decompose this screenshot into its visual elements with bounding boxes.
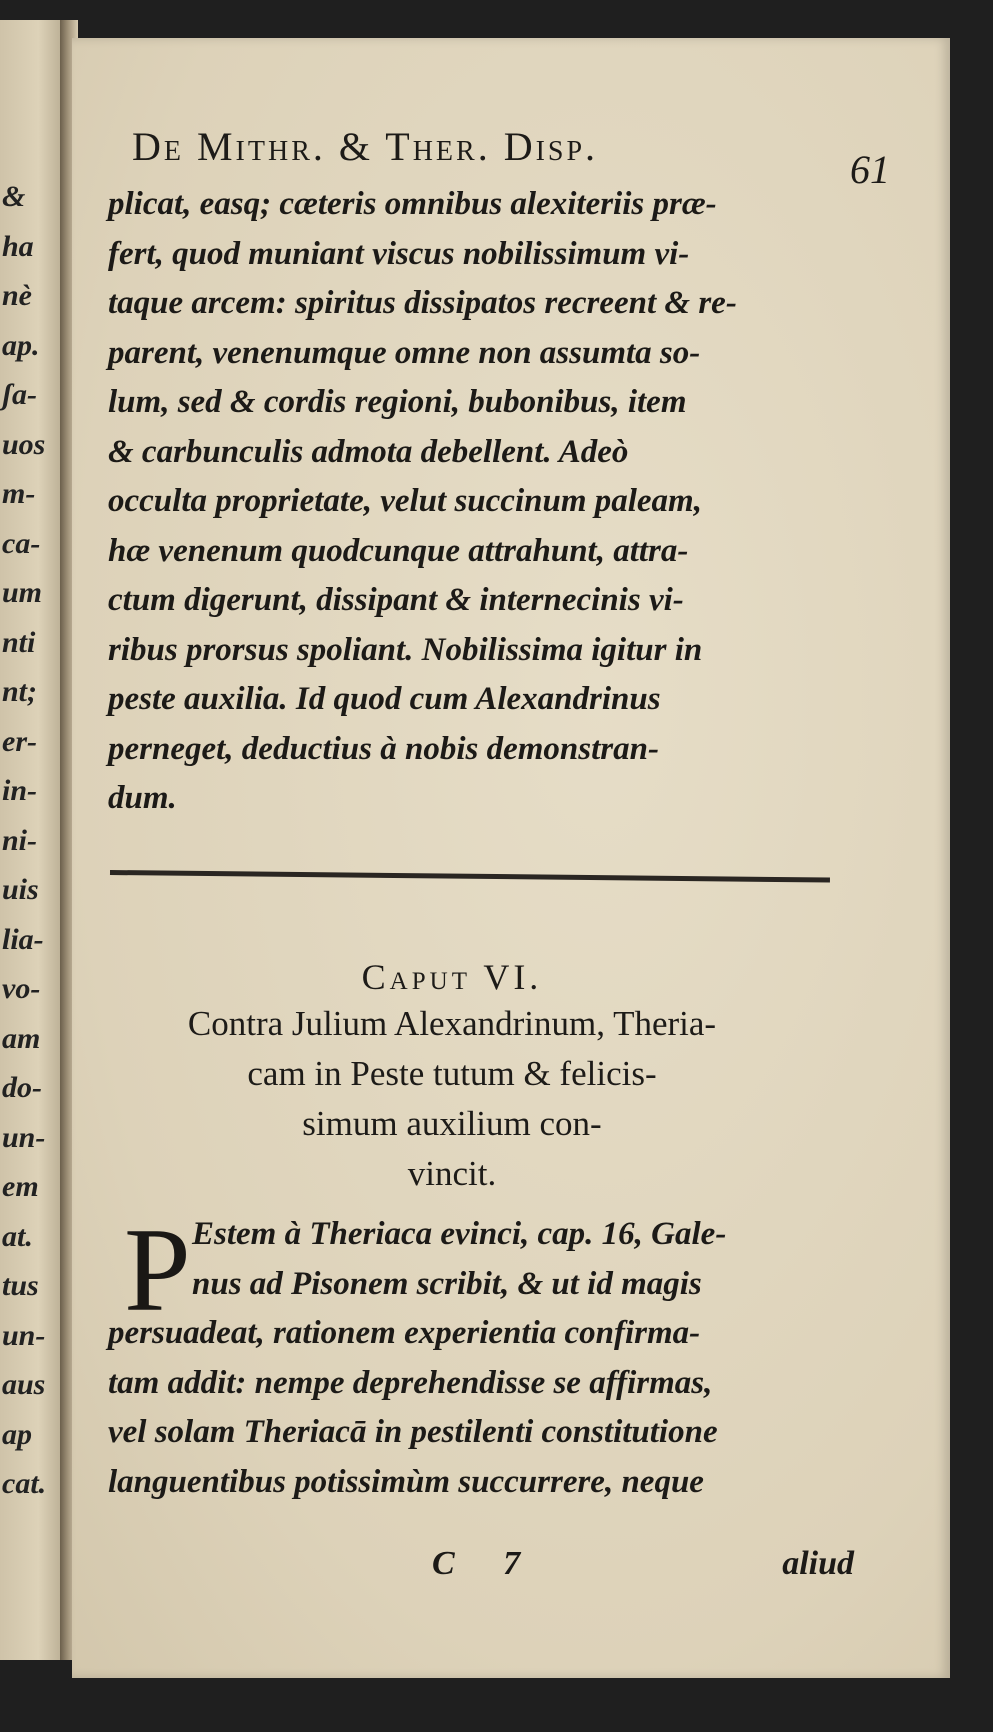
- running-header: De Mithr. & Ther. Disp.: [132, 124, 599, 169]
- text-line: fert, quod muniant viscus nobilissimum vi-: [108, 235, 690, 272]
- facing-page-text: un-: [2, 1318, 46, 1352]
- text-line: vel solam Theriacā in pestilenti constitutione: [108, 1414, 718, 1450]
- chapter-title-line: Contra Julium Alexandrinum, Theria-: [187, 1004, 717, 1043]
- text-line: & carbunculis admota debellent. Adeò: [108, 433, 629, 470]
- facing-page-text: m-: [2, 477, 36, 510]
- facing-page-text: er-: [2, 724, 37, 758]
- facing-page-text: ca-: [2, 526, 41, 560]
- text-line: dum.: [108, 780, 177, 816]
- text-line: Estem à Theriaca evinci, cap. 16, Gale-: [192, 1216, 727, 1252]
- text-line: lum, sed & cordis regioni, bubonibus, item: [108, 384, 687, 420]
- text-line: occulta proprietate, velut succinum paleam,: [108, 483, 702, 519]
- facing-page-text: &: [2, 180, 26, 213]
- chapter-title-line: cam in Peste tutum & felicis-: [247, 1054, 657, 1093]
- chapter-title-line: simum auxilium con-: [302, 1104, 602, 1143]
- facing-page-text: cat.: [2, 1467, 47, 1500]
- text-line: languentibus potissimùm succurrere, neque: [108, 1463, 704, 1500]
- facing-page-text: nti: [2, 625, 36, 659]
- text-line: peste auxilia. Id quod cum Alexandrinus: [108, 681, 661, 717]
- facing-page-text: lia-: [2, 922, 44, 956]
- facing-page-text: uis: [2, 873, 39, 906]
- text-line: hæ venenum quodcunque attrahunt, attra-: [108, 532, 689, 569]
- drop-capital: P: [124, 1203, 191, 1336]
- facing-page-text: nt;: [2, 675, 38, 708]
- text-line: ribus prorsus spoliant. Nobilissima igitur in: [108, 631, 703, 668]
- page-number: 61: [850, 147, 890, 192]
- facing-page-text: ni-: [2, 823, 38, 857]
- text-line: tam addit: nempe deprehendisse se affirmas,: [108, 1364, 713, 1401]
- facing-page-text: aus: [2, 1368, 46, 1401]
- facing-page-text: ap: [2, 1417, 32, 1451]
- book-page: [72, 38, 950, 1678]
- facing-page-text: ha: [2, 229, 34, 263]
- text-line: plicat, easq; cæteris omnibus alexiteriis præ-: [108, 186, 717, 222]
- text-line: nus ad Pisonem scribit, & ut id magis: [192, 1265, 702, 1302]
- facing-page-text: ʃa-: [2, 378, 37, 411]
- facing-page-text: em: [2, 1170, 39, 1203]
- facing-page-text: in-: [2, 774, 38, 807]
- chapter-heading: Caput VI.: [361, 957, 543, 997]
- text-line: parent, venenumque omne non assumta so-: [108, 334, 701, 371]
- facing-page-text: do-: [2, 1071, 42, 1104]
- text-line: perneget, deductius à nobis demonstran-: [108, 730, 659, 767]
- chapter-title-line: vincit.: [407, 1154, 497, 1193]
- signature-mark: C 7: [432, 1545, 541, 1582]
- facing-page-text: at.: [2, 1219, 33, 1253]
- facing-page-text: tus: [2, 1269, 39, 1302]
- catchword: aliud: [782, 1545, 854, 1582]
- facing-page-text: uos: [2, 427, 46, 461]
- text-line: persuadeat, rationem experientia confirma-: [108, 1315, 701, 1351]
- facing-page-text: vo-: [2, 972, 41, 1005]
- facing-page-text: um: [2, 576, 43, 609]
- facing-page-text: ap.: [2, 328, 40, 362]
- facing-page-fragment: [0, 20, 64, 1660]
- facing-page-text: nè: [2, 279, 32, 312]
- section-rule: [110, 870, 830, 883]
- facing-page-text: am: [2, 1021, 41, 1055]
- text-line: ctum digerunt, dissipant & internecinis vi-: [108, 582, 684, 618]
- facing-page-text: un-: [2, 1120, 46, 1154]
- text-line: taque arcem: spiritus dissipatos recreent & re-: [108, 285, 737, 321]
